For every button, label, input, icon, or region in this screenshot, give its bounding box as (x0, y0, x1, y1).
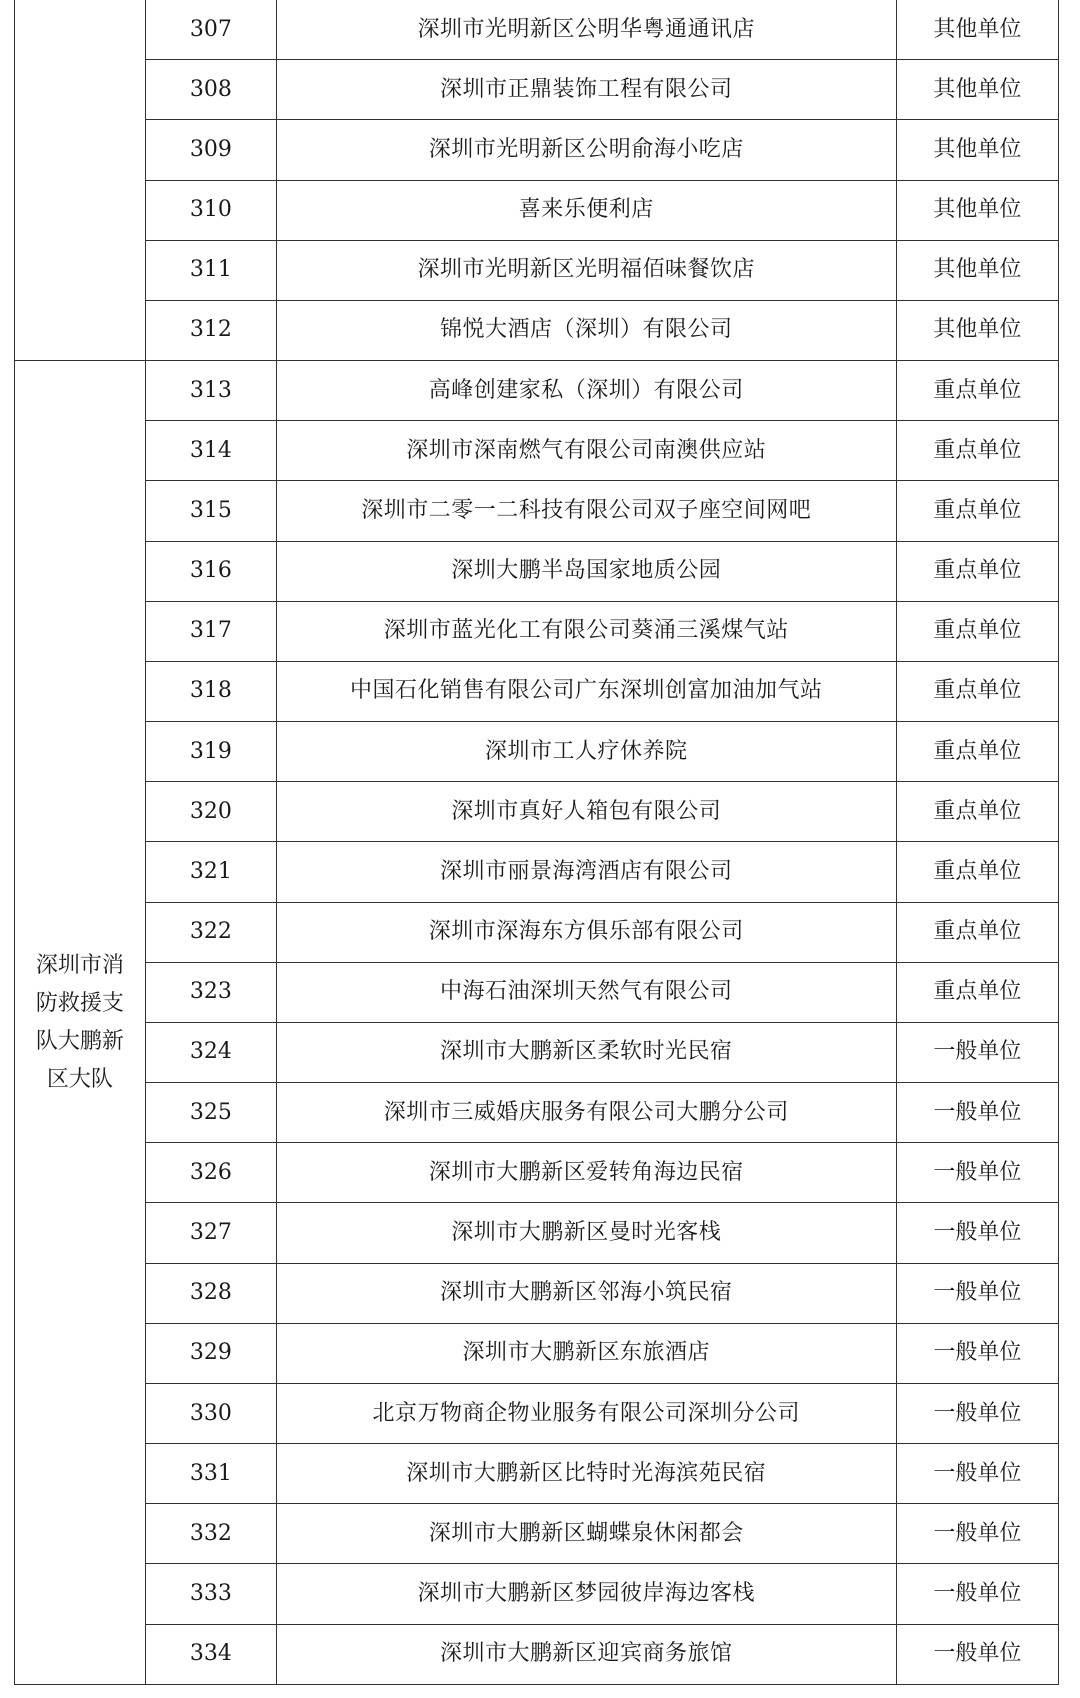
unit-number: 309 (145, 120, 276, 180)
unit-category: 一般单位 (896, 1143, 1058, 1203)
unit-number: 314 (145, 421, 276, 481)
unit-name: 深圳市大鹏新区蝴蝶泉休闲都会 (276, 1504, 896, 1564)
table-row (15, 481, 1059, 541)
unit-number: 321 (145, 842, 276, 902)
unit-number: 317 (145, 601, 276, 661)
unit-number: 327 (145, 1203, 276, 1263)
unit-category: 一般单位 (896, 1504, 1058, 1564)
table-row (15, 0, 1059, 60)
table-row (15, 240, 1059, 300)
unit-name: 深圳市大鹏新区邻海小筑民宿 (276, 1263, 896, 1323)
unit-name: 深圳市真好人箱包有限公司 (276, 782, 896, 842)
unit-name: 北京万物商企物业服务有限公司深圳分公司 (276, 1383, 896, 1443)
unit-number: 330 (145, 1383, 276, 1443)
unit-name: 深圳市大鹏新区柔软时光民宿 (276, 1022, 896, 1082)
unit-number: 308 (145, 60, 276, 120)
unit-name: 深圳市深海东方俱乐部有限公司 (276, 902, 896, 962)
unit-number: 316 (145, 541, 276, 601)
unit-category: 其他单位 (896, 0, 1058, 60)
unit-number: 312 (145, 300, 276, 360)
table-row (15, 1564, 1059, 1624)
unit-category: 一般单位 (896, 1022, 1058, 1082)
table-row (15, 1083, 1059, 1143)
unit-name: 喜来乐便利店 (276, 180, 896, 240)
unit-category: 其他单位 (896, 60, 1058, 120)
unit-name: 深圳市正鼎装饰工程有限公司 (276, 60, 896, 120)
unit-number: 311 (145, 240, 276, 300)
table-row (15, 661, 1059, 721)
unit-name: 深圳市大鹏新区曼时光客栈 (276, 1203, 896, 1263)
table-row (15, 1263, 1059, 1323)
unit-number: 332 (145, 1504, 276, 1564)
table-row (15, 1323, 1059, 1383)
table-row (15, 1444, 1059, 1504)
unit-category: 一般单位 (896, 1624, 1058, 1684)
table-row (15, 180, 1059, 240)
unit-category: 重点单位 (896, 541, 1058, 601)
department-cell (15, 361, 146, 1685)
unit-number: 329 (145, 1323, 276, 1383)
table-row (15, 300, 1059, 360)
department-cell (15, 0, 146, 361)
unit-category: 重点单位 (896, 902, 1058, 962)
unit-category: 重点单位 (896, 842, 1058, 902)
unit-name: 中国石化销售有限公司广东深圳创富加油加气站 (276, 661, 896, 721)
unit-name: 深圳市大鹏新区梦园彼岸海边客栈 (276, 1564, 896, 1624)
unit-number: 326 (145, 1143, 276, 1203)
table-body (15, 0, 1059, 1685)
unit-category: 重点单位 (896, 782, 1058, 842)
table-row (15, 60, 1059, 120)
unit-category: 一般单位 (896, 1083, 1058, 1143)
unit-name: 深圳市大鹏新区比特时光海滨苑民宿 (276, 1444, 896, 1504)
unit-number: 325 (145, 1083, 276, 1143)
unit-category: 其他单位 (896, 240, 1058, 300)
unit-category: 重点单位 (896, 661, 1058, 721)
unit-category: 其他单位 (896, 300, 1058, 360)
unit-name: 深圳市蓝光化工有限公司葵涌三溪煤气站 (276, 601, 896, 661)
table-row (15, 782, 1059, 842)
unit-name: 深圳市大鹏新区迎宾商务旅馆 (276, 1624, 896, 1684)
table-row (15, 1143, 1059, 1203)
unit-number: 334 (145, 1624, 276, 1684)
unit-number: 323 (145, 962, 276, 1022)
unit-category: 一般单位 (896, 1383, 1058, 1443)
unit-name: 深圳大鹏半岛国家地质公园 (276, 541, 896, 601)
unit-number: 322 (145, 902, 276, 962)
unit-number: 333 (145, 1564, 276, 1624)
unit-name: 深圳市工人疗休养院 (276, 722, 896, 782)
unit-name: 深圳市二零一二科技有限公司双子座空间网吧 (276, 481, 896, 541)
unit-category: 一般单位 (896, 1323, 1058, 1383)
table-row (15, 1203, 1059, 1263)
unit-number: 320 (145, 782, 276, 842)
unit-number: 310 (145, 180, 276, 240)
unit-name: 深圳市光明新区公明华粤通通讯店 (276, 0, 896, 60)
unit-name: 深圳市大鹏新区爱转角海边民宿 (276, 1143, 896, 1203)
table-row (15, 722, 1059, 782)
unit-name: 深圳市光明新区公明俞海小吃店 (276, 120, 896, 180)
table-row (15, 842, 1059, 902)
unit-list-table (14, 0, 1059, 1685)
unit-name: 深圳市丽景海湾酒店有限公司 (276, 842, 896, 902)
unit-category: 一般单位 (896, 1263, 1058, 1323)
unit-number: 315 (145, 481, 276, 541)
table-row (15, 1383, 1059, 1443)
unit-number: 324 (145, 1022, 276, 1082)
unit-number: 328 (145, 1263, 276, 1323)
table-row (15, 120, 1059, 180)
table-row (15, 1022, 1059, 1082)
unit-category: 重点单位 (896, 481, 1058, 541)
unit-category: 其他单位 (896, 120, 1058, 180)
unit-category: 一般单位 (896, 1203, 1058, 1263)
unit-name: 高峰创建家私（深圳）有限公司 (276, 361, 896, 421)
table-row (15, 1624, 1059, 1684)
unit-number: 331 (145, 1444, 276, 1504)
unit-number: 313 (145, 361, 276, 421)
unit-name: 中海石油深圳天然气有限公司 (276, 962, 896, 1022)
table-row (15, 361, 1059, 421)
unit-category: 重点单位 (896, 601, 1058, 661)
table-row (15, 421, 1059, 481)
department-name: 深圳市消防救援支队大鹏新区大队 (35, 952, 124, 1092)
unit-number: 318 (145, 661, 276, 721)
unit-category: 重点单位 (896, 421, 1058, 481)
unit-category: 一般单位 (896, 1444, 1058, 1504)
unit-number: 307 (145, 0, 276, 60)
unit-category: 其他单位 (896, 180, 1058, 240)
table-row (15, 541, 1059, 601)
unit-category: 一般单位 (896, 1564, 1058, 1624)
unit-number: 319 (145, 722, 276, 782)
unit-name: 深圳市光明新区光明福佰味餐饮店 (276, 240, 896, 300)
unit-name: 锦悦大酒店（深圳）有限公司 (276, 300, 896, 360)
unit-category: 重点单位 (896, 722, 1058, 782)
table-row (15, 1504, 1059, 1564)
unit-name: 深圳市三威婚庆服务有限公司大鹏分公司 (276, 1083, 896, 1143)
table-row (15, 902, 1059, 962)
unit-category: 重点单位 (896, 361, 1058, 421)
unit-name: 深圳市大鹏新区东旅酒店 (276, 1323, 896, 1383)
table-row (15, 601, 1059, 661)
unit-category: 重点单位 (896, 962, 1058, 1022)
table-row (15, 962, 1059, 1022)
unit-name: 深圳市深南燃气有限公司南澳供应站 (276, 421, 896, 481)
